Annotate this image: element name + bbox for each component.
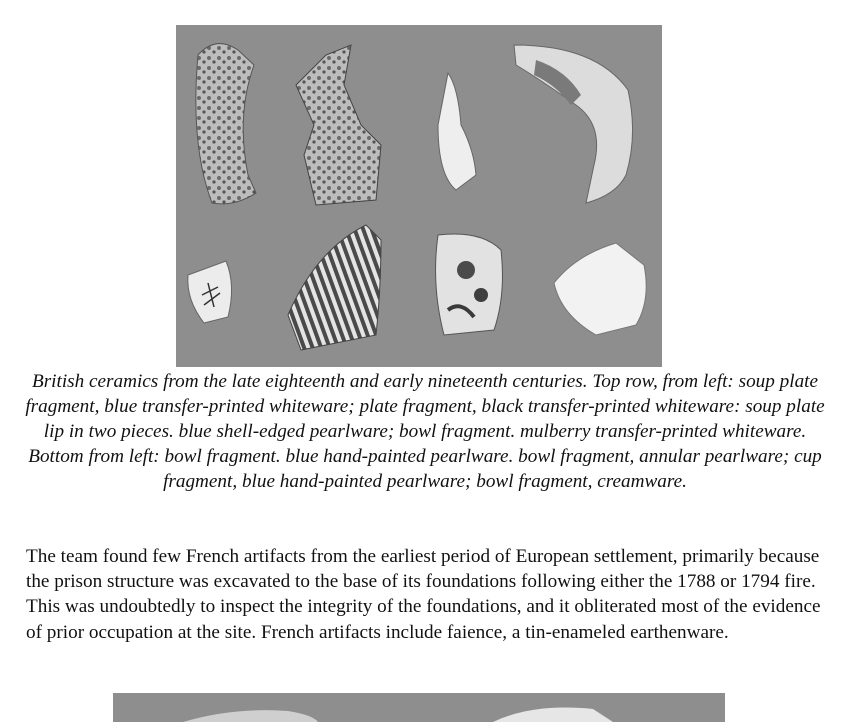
cup-blue-paint-mark bbox=[457, 261, 475, 279]
ceramics-photo bbox=[176, 25, 662, 367]
figure-caption: British ceramics from the late eighteenth and early nineteenth centuries. Top row, from left: soup plate fragment, blue transfer-printed whiteware; plate fragment, black transfer-printed whiteware: soup plate lip in two pieces. blue shell-edged pearlware; bowl fragment. mulberry transfer-printed whiteware. Bottom from left: bowl fragment. blue hand-painted pearlware. bowl fragment, annular pearlware; cup fragment, blue hand-painted pearlware; bowl fragment, creamware. bbox=[25, 371, 825, 492]
cup-blue-paint-mark bbox=[474, 288, 488, 302]
ceramics-photo-graphic bbox=[176, 25, 662, 367]
body-paragraph: The team found few French artifacts from the earliest period of European settlement, primarily because the prison structure was excavated to the base of its foundations following either the 1788 or 1794 fire. This was undoubtedly to inspect the integrity of the foundations, and it obliterated most of the evidence of prior occupation at the site. French artifacts include faience, a tin-enameled earthenware. bbox=[26, 546, 821, 643]
faience-photo-graphic bbox=[113, 693, 725, 722]
faience-photo bbox=[113, 693, 725, 722]
cup-fragment-shard bbox=[436, 234, 503, 335]
